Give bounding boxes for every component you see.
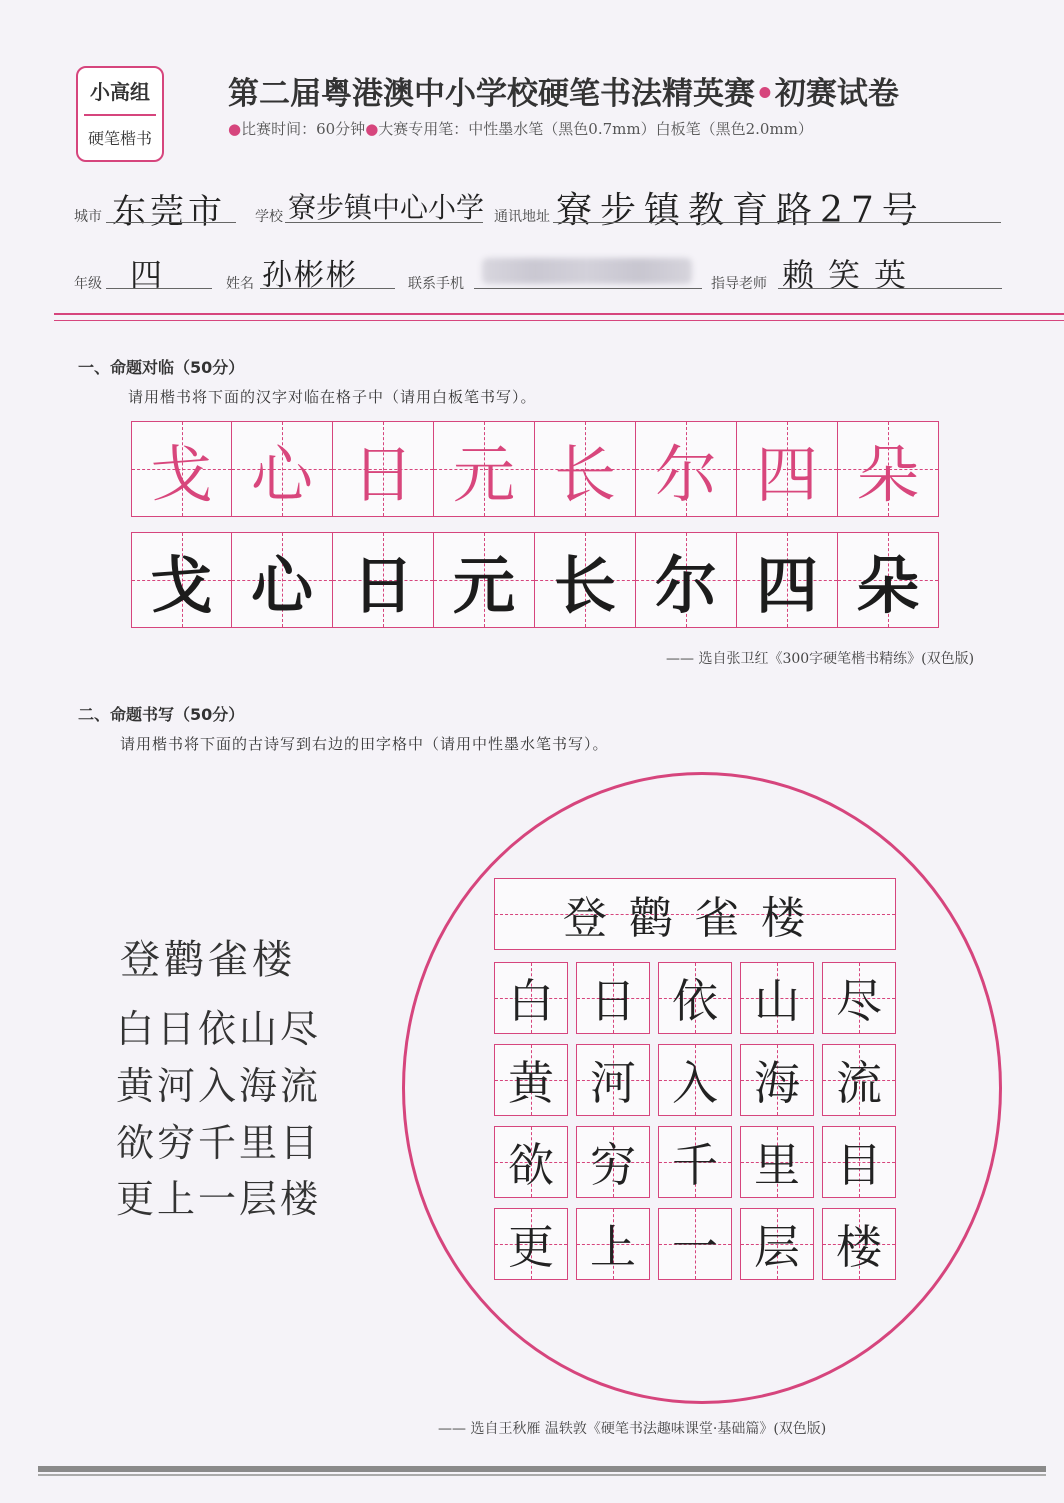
phone-underline — [474, 288, 702, 289]
character: 河 — [590, 1056, 636, 1110]
character: 一 — [672, 1220, 718, 1274]
character: 白 — [508, 974, 554, 1028]
section2-source: —— 选自王秋雁 温轶敦《硬笔书法趣味课堂·基础篇》(双色版) — [438, 1421, 827, 1437]
tian-grid-cell — [576, 1044, 650, 1116]
name-underline — [260, 288, 395, 289]
poem-line: 更上一层楼 — [116, 1177, 322, 1221]
group-badge — [76, 66, 164, 162]
tian-grid-cell — [434, 421, 535, 517]
tian-grid-cell — [822, 962, 896, 1034]
character: 目 — [836, 1138, 882, 1192]
phone-redacted — [482, 258, 692, 284]
character: 日 — [351, 437, 414, 511]
character: 千 — [672, 1138, 718, 1192]
name-value: 孙彬彬 — [262, 258, 358, 293]
teacher-label: 指导老师 — [711, 276, 767, 292]
title-main: 第二届粤港澳中小学校硬笔书法精英赛 — [228, 76, 755, 112]
character: 尔 — [654, 548, 717, 622]
badge-divider — [84, 114, 156, 116]
pen-rule: 大赛专用笔：中性墨水笔（黑色0.7mm）白板笔（黑色2.0mm） — [378, 120, 813, 138]
grade-value: 四 — [130, 256, 163, 294]
section1-source: —— 选自张卫红《300字硬笔楷书精练》(双色版) — [666, 651, 975, 667]
title-dot: • — [755, 76, 775, 112]
tian-grid-cell — [576, 962, 650, 1034]
poem-title: 登鹳雀楼 — [120, 937, 296, 983]
tian-grid-cell — [494, 1208, 568, 1280]
character: 楼 — [836, 1220, 882, 1274]
character: 更 — [508, 1220, 554, 1274]
tian-grid-cell — [232, 532, 333, 628]
character: 长 — [553, 548, 616, 622]
character: 戈 — [150, 548, 213, 622]
character: 戈 — [150, 437, 213, 511]
character: 入 — [672, 1056, 718, 1110]
character: 朵 — [856, 437, 919, 511]
character: 穷 — [590, 1138, 636, 1192]
teacher-underline — [778, 288, 1002, 289]
tian-grid-cell — [740, 1044, 814, 1116]
character: 心 — [250, 548, 313, 622]
city-underline — [106, 222, 236, 223]
written-poem-row — [494, 1044, 898, 1116]
tian-grid-cell — [576, 1208, 650, 1280]
tian-grid-cell — [658, 1044, 732, 1116]
section2-instructions: 请用楷书将下面的古诗写到右边的田字格中（请用中性墨水笔书写）。 — [120, 735, 609, 753]
written-poem-row — [494, 1126, 898, 1198]
written-poem-title: 登鹳雀楼 — [563, 893, 827, 944]
tian-grid-cell — [494, 1126, 568, 1198]
tian-grid-cell — [740, 1208, 814, 1280]
tian-grid-cell — [232, 421, 333, 517]
tian-grid-cell — [822, 1044, 896, 1116]
tian-grid-cell — [434, 532, 535, 628]
bullet-dot: ● — [365, 120, 379, 138]
name-label: 姓名 — [226, 276, 254, 292]
tian-grid-cell — [636, 532, 737, 628]
grade-label: 年级 — [74, 276, 102, 292]
written-char-row — [131, 532, 939, 628]
grade-underline — [106, 288, 212, 289]
poem-line: 白日依山尽 — [116, 1007, 322, 1051]
character: 流 — [836, 1056, 882, 1110]
tian-grid-cell — [740, 962, 814, 1034]
character: 里 — [754, 1138, 800, 1192]
written-poem-row — [494, 962, 898, 1034]
tian-grid-cell — [131, 421, 232, 517]
header-divider — [54, 313, 1064, 315]
badge-category-label: 硬笔楷书 — [87, 129, 152, 148]
phone-label: 联系手机 — [408, 276, 464, 292]
tian-grid-cell — [658, 1126, 732, 1198]
model-char-row — [131, 421, 939, 517]
tian-grid-cell — [838, 532, 939, 628]
tian-grid-cell — [838, 421, 939, 517]
footer-bar — [38, 1466, 1046, 1472]
tian-grid-cell — [658, 1208, 732, 1280]
character: 朵 — [856, 548, 919, 622]
city-value: 东莞市 — [112, 192, 226, 232]
section1-instructions: 请用楷书将下面的汉字对临在格子中（请用白板笔书写）。 — [128, 388, 537, 406]
address-underline — [553, 222, 1001, 223]
poem-line: 黄河入海流 — [116, 1064, 322, 1108]
character: 尽 — [836, 974, 882, 1028]
city-label: 城市 — [74, 209, 102, 225]
school-underline — [285, 222, 483, 223]
character: 层 — [754, 1220, 800, 1274]
tian-grid-cell — [535, 421, 636, 517]
tian-grid-cell — [494, 1044, 568, 1116]
tian-grid-cell — [131, 532, 232, 628]
character: 欲 — [508, 1138, 554, 1192]
tian-grid-cell — [333, 532, 434, 628]
time-rule: 比赛时间：60分钟 — [241, 120, 366, 138]
character: 长 — [553, 437, 616, 511]
poem-line: 欲穷千里目 — [116, 1121, 322, 1165]
footer-bar-thin — [38, 1474, 1046, 1476]
page-title — [228, 68, 899, 113]
character: 黄 — [508, 1056, 554, 1110]
school-label: 学校 — [255, 209, 283, 225]
character: 四 — [755, 437, 818, 511]
school-value: 寮步镇中心小学 — [288, 191, 485, 224]
section1-title: 一、命题对临（50分） — [78, 358, 245, 377]
written-poem-grid — [494, 962, 898, 1290]
tian-grid-cell — [535, 532, 636, 628]
character: 依 — [672, 974, 718, 1028]
header-divider-thin — [54, 320, 1064, 321]
section2-title: 二、命题书写（50分） — [78, 705, 245, 724]
tian-grid-cell — [737, 532, 838, 628]
tian-grid-cell — [658, 962, 732, 1034]
bullet-dot: ● — [228, 120, 242, 138]
address-label: 通讯地址 — [494, 209, 550, 225]
character: 元 — [452, 437, 515, 511]
teacher-value: 赖笑英 — [782, 256, 921, 294]
tian-grid-cell — [737, 421, 838, 517]
character: 日 — [590, 974, 636, 1028]
tian-grid-cell — [822, 1208, 896, 1280]
tian-grid-cell — [822, 1126, 896, 1198]
character: 山 — [754, 974, 800, 1028]
character: 尔 — [654, 437, 717, 511]
tian-grid-cell — [494, 962, 568, 1034]
character: 日 — [351, 548, 414, 622]
character: 四 — [755, 548, 818, 622]
tian-grid-cell — [576, 1126, 650, 1198]
written-poem-row — [494, 1208, 898, 1280]
character: 元 — [452, 548, 515, 622]
title-tail: 初赛试卷 — [774, 76, 899, 112]
character: 心 — [250, 437, 313, 511]
written-title-box — [494, 878, 896, 950]
character: 上 — [590, 1220, 636, 1274]
address-value: 寮步镇教育路27号 — [556, 190, 926, 231]
tian-grid-cell — [740, 1126, 814, 1198]
tian-grid-cell — [333, 421, 434, 517]
badge-group-label: 小高组 — [90, 80, 150, 104]
character: 海 — [754, 1056, 800, 1110]
exam-rules — [228, 118, 813, 139]
tian-grid-cell — [636, 421, 737, 517]
